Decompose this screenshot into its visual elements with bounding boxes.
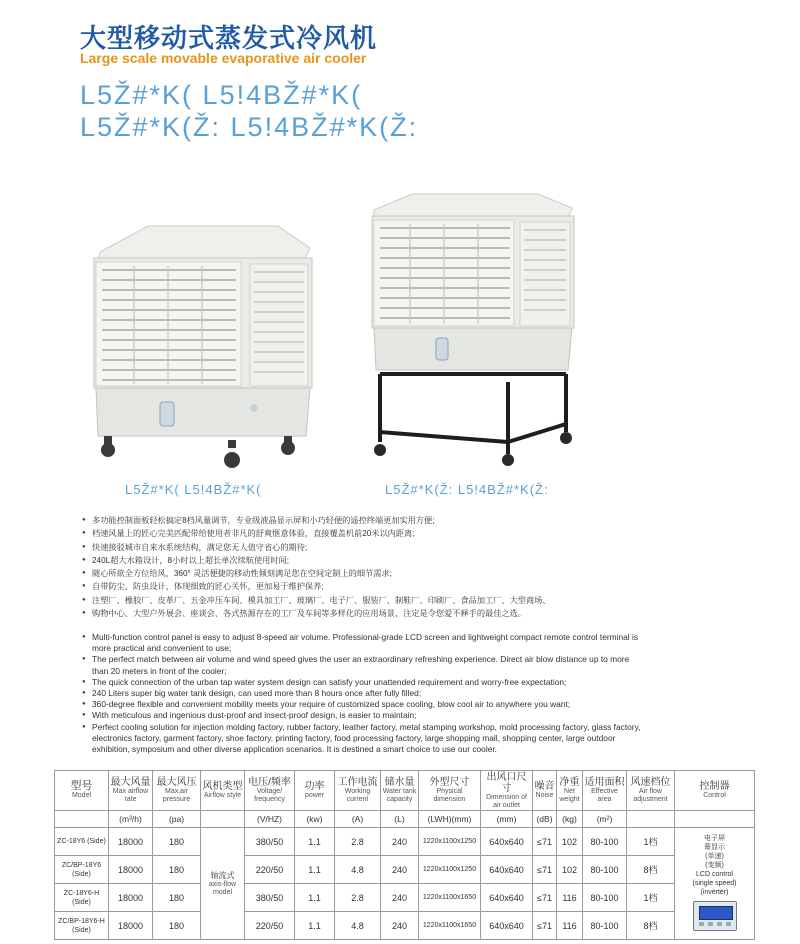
model-cell: ZC-18Y6 (Side) — [55, 828, 109, 856]
voltage-cell: 220/50 — [245, 912, 295, 940]
features-list-en — [82, 632, 642, 755]
header-cell: 工作电流 Working current — [335, 771, 381, 811]
unit-cell: (dB) — [533, 811, 557, 828]
speed-cell: 1档 — [627, 884, 675, 912]
control-text: (inverter) — [700, 888, 729, 896]
area-cell: 80-100 — [583, 856, 627, 884]
airflow-style-cn: 轴流式 — [210, 870, 235, 880]
table-row — [55, 828, 755, 856]
list-item: ● 自带防尘、防虫设计，体现细致的匠心关怀，更加易于维护保养; — [82, 580, 642, 593]
speed-cell: 8档 — [627, 856, 675, 884]
dimension-cell: 1220x1100x1250 — [419, 856, 481, 884]
weight-cell: 116 — [557, 912, 583, 940]
noise-cell: ≤71 — [533, 828, 557, 856]
voltage-cell: 220/50 — [245, 856, 295, 884]
product-caption-right: L5Ž#*K(Ž: L5!4BŽ#*K(Ž: — [385, 482, 549, 497]
area-cell: 80-100 — [583, 912, 627, 940]
voltage-cell: 380/50 — [245, 884, 295, 912]
unit-cell: (kw) — [295, 811, 335, 828]
header-cell: 适用面积 Effective area — [583, 771, 627, 811]
list-item: ● 购物中心、大型户外展会、座谈会、各式热源存在的工厂及车间等多样化的应用场景，注定是令您爱不释手的最佳之选。 — [82, 607, 642, 620]
speed-cell: 8档 — [627, 912, 675, 940]
unit-cell: (m³/h) — [109, 811, 153, 828]
voltage-cell: 380/50 — [245, 828, 295, 856]
list-item: ● 240L超大水箱设计，8小时以上超长单次续航使用时间; — [82, 554, 642, 567]
list-item: ● 360-degree flexible and convenient mobility meets your require of customized space cooling, blow cool air to anywhere you want; — [82, 699, 642, 710]
header-cell: 出风口尺寸 Dimension of air outlet — [481, 771, 533, 811]
unit-cell: (V/HZ) — [245, 811, 295, 828]
list-item: ● 快速接驳城市自来水系统结构，满足您无人值守省心的期待; — [82, 541, 642, 554]
weight-cell: 102 — [557, 828, 583, 856]
pressure-cell: 180 — [153, 912, 201, 940]
table-row — [55, 884, 755, 912]
list-item: ● Perfect cooling solution for injection molding factory, rubber factory, leather factory, metal stamping workshop, mold processing factory, glass factory, electronics factory, garment factory, shoe factory, printing factory, food processing factory, large shopping mall, shopping center, large outdoor exhibition, symposium and other diverse application scenarios. It is destined a smart choice to use our cooler. — [82, 722, 642, 756]
noise-cell: ≤71 — [533, 912, 557, 940]
header-cell: 噪音 Noise — [533, 771, 557, 811]
unit-cell: (A) — [335, 811, 381, 828]
unit-cell: (m²) — [583, 811, 627, 828]
model-cell: ZC-18Y6-H (Side) — [55, 884, 109, 912]
airflow-cell: 18000 — [109, 828, 153, 856]
air-cooler-image-right — [368, 192, 578, 467]
dimension-cell: 1220x1100x1250 — [419, 828, 481, 856]
unit-cell: (L) — [381, 811, 419, 828]
table-unit-row — [55, 811, 755, 828]
list-item: ● The quick connection of the urban tap water system design can satisfy your unattended requirement and worry-free expectation; — [82, 677, 642, 688]
dimension-cell: 1220x1100x1650 — [419, 912, 481, 940]
tank-cell: 240 — [381, 912, 419, 940]
lcd-controller-icon — [693, 901, 737, 931]
unit-cell: (mm) — [481, 811, 533, 828]
weight-cell: 102 — [557, 856, 583, 884]
model-cell: ZC/BP-18Y6 (Side) — [55, 856, 109, 884]
list-item: ● 随心所欲全方位给风，360° 灵活便捷的移动性倾刻满足您在空间定制上的细节需求; — [82, 567, 642, 580]
header-cell: 最大风量 Max airflow rate — [109, 771, 153, 811]
header-cell: 型号 Model — [55, 771, 109, 811]
airflow-cell: 18000 — [109, 856, 153, 884]
header-cell: 净重 Net weight — [557, 771, 583, 811]
airflow-cell: 18000 — [109, 912, 153, 940]
power-cell: 1.1 — [295, 912, 335, 940]
unit-cell — [675, 811, 755, 828]
control-text: (single speed) — [692, 879, 737, 887]
header-cell: 风机类型 Airflow style — [201, 771, 245, 811]
page-title: 大型移动式蒸发式冷风机 — [80, 24, 378, 54]
control-text: LCD control — [696, 870, 733, 878]
list-item: ● Multi-function control panel is easy to adjust 8-speed air volume. Professional-grade LCD screen and lightweight compact remote control terminal is more practical and convenient to use; — [82, 632, 642, 654]
page-subtitle: Large scale movable evaporative air cooler — [80, 50, 367, 66]
noise-cell: ≤71 — [533, 884, 557, 912]
unit-cell — [55, 811, 109, 828]
area-cell: 80-100 — [583, 884, 627, 912]
header-cell: 电压/频率 Voltage/ frequency — [245, 771, 295, 811]
tank-cell: 240 — [381, 884, 419, 912]
power-cell: 1.1 — [295, 856, 335, 884]
header-cell: 储水量 Water tank capacity — [381, 771, 419, 811]
table-row — [55, 912, 755, 940]
list-item: ● 240 Liters super big water tank design, can used more than 8 hours once after fully filled; — [82, 688, 642, 699]
outlet-cell: 640x640 — [481, 828, 533, 856]
speed-cell: 1档 — [627, 828, 675, 856]
current-cell: 4.8 — [335, 856, 381, 884]
list-item: ● 注塑厂、橡胶厂、皮革厂、五金冲压车间、模具加工厂、玻璃厂、电子厂、服装厂、制鞋厂、印刷厂、食品加工厂、大型商场、 — [82, 594, 642, 607]
tank-cell: 240 — [381, 856, 419, 884]
table-row — [55, 856, 755, 884]
pressure-cell: 180 — [153, 856, 201, 884]
noise-cell: ≤71 — [533, 856, 557, 884]
model-cell: ZC/BP-18Y6-H (Side) — [55, 912, 109, 940]
header-cell: 控制器 Control — [675, 771, 755, 811]
outlet-cell: 640x640 — [481, 912, 533, 940]
airflow-style-en: axis-flow model — [208, 880, 237, 896]
pressure-cell: 180 — [153, 828, 201, 856]
spec-table — [54, 770, 755, 940]
list-item: ● The perfect match between air volume and wind speed gives the user an extraordinary refreshing experience. Direct air blow distance up to more than 20 meters in front of the cooler; — [82, 654, 642, 676]
control-text: (单速) — [705, 852, 724, 860]
features-list-cn — [82, 514, 642, 620]
pressure-cell: 180 — [153, 884, 201, 912]
power-cell: 1.1 — [295, 828, 335, 856]
list-item: ● 档速风量上的匠心完美匹配带给使用者非凡的舒爽惬意体验，直接覆盖机前20米以内距离; — [82, 527, 642, 540]
model-line-1: L5Ž#*K( L5!4BŽ#*K( — [80, 80, 363, 110]
unit-cell — [201, 811, 245, 828]
list-item: ● 多功能控制面板轻松搞定8档风量调节，专业级液晶显示屏和小巧轻便的遥控终端更加实用方便; — [82, 514, 642, 527]
header-cell: 功率 power — [295, 771, 335, 811]
product-caption-left: L5Ž#*K( L5!4BŽ#*K( — [125, 482, 262, 497]
unit-cell: (LWH)(mm) — [419, 811, 481, 828]
outlet-cell: 640x640 — [481, 884, 533, 912]
unit-cell: (pa) — [153, 811, 201, 828]
control-text: (变频) — [705, 861, 724, 869]
current-cell: 4.8 — [335, 912, 381, 940]
list-item: ● With meticulous and ingenious dust-proof and insect-proof design, is easier to maintain; — [82, 710, 642, 721]
unit-cell: (kg) — [557, 811, 583, 828]
control-text: 幕显示 — [704, 843, 725, 851]
header-cell: 风速档位 Air flow adjustment — [627, 771, 675, 811]
tank-cell: 240 — [381, 828, 419, 856]
area-cell: 80-100 — [583, 828, 627, 856]
weight-cell: 116 — [557, 884, 583, 912]
header-cell: 外型尺寸 Physical dimension — [419, 771, 481, 811]
control-text: 电子屏 — [704, 834, 725, 842]
unit-cell — [627, 811, 675, 828]
current-cell: 2.8 — [335, 884, 381, 912]
power-cell: 1.1 — [295, 884, 335, 912]
current-cell: 2.8 — [335, 828, 381, 856]
outlet-cell: 640x640 — [481, 856, 533, 884]
table-header-row — [55, 771, 755, 811]
control-cell — [675, 828, 755, 940]
airflow-style-cell — [201, 828, 245, 940]
air-cooler-image-left — [78, 222, 318, 472]
model-line-2: L5Ž#*K(Ž: L5!4BŽ#*K(Ž: — [80, 112, 419, 142]
airflow-cell: 18000 — [109, 884, 153, 912]
dimension-cell: 1220x1100x1650 — [419, 884, 481, 912]
header-cell: 最大风压 Max.air pressure — [153, 771, 201, 811]
